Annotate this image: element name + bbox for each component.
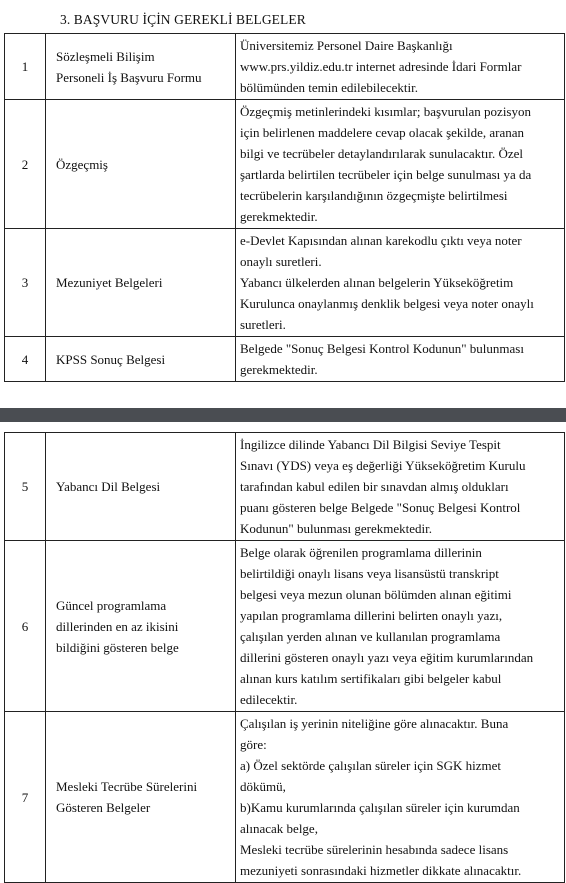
document-name-line: dillerinden en az ikisini — [56, 618, 179, 634]
document-name — [46, 712, 236, 883]
page-separator — [0, 408, 566, 422]
row-number: 6 — [5, 541, 46, 712]
table-row — [5, 337, 565, 382]
document-name-line: Güncel programlama — [56, 597, 167, 613]
description-line: yapılan programlama dillerini belirten onaylı yazı, — [240, 608, 503, 623]
description-line: Özgeçmiş metinlerindeki kısımlar; başvurulan pozisyon — [240, 104, 531, 119]
document-name — [46, 34, 236, 100]
description-line: tarafından kabul edilen bir sınavdan almış oldukları — [240, 479, 509, 494]
row-number: 7 — [5, 712, 46, 883]
table-row — [5, 541, 565, 712]
description-line: Belgede "Sonuç Belgesi Kontrol Kodunun" bulunması — [240, 341, 524, 356]
description-line: belirtildiği onaylı lisans veya lisansüstü transkript — [240, 566, 499, 581]
document-name — [46, 541, 236, 712]
document-name — [46, 100, 236, 229]
description-line: bölümünden temin edilebilecektir. — [240, 80, 418, 95]
document-name-line: Sözleşmeli Bilişim — [56, 48, 155, 64]
document-name-line: bildiğini gösteren belge — [56, 639, 179, 655]
description-line: e-Devlet Kapısından alınan karekodlu çıktı veya noter — [240, 233, 522, 248]
description-line: tecrübelerin karşılandığının özgeçmişte belirtilmesi — [240, 188, 508, 203]
description-line: onaylı suretleri. — [240, 254, 322, 269]
section-title: 3. BAŞVURU İÇİN GEREKLİ BELGELER — [60, 12, 306, 27]
row-number: 2 — [5, 100, 46, 229]
description-line: alınan kurs katılım sertifikaları gibi belgeler kabul — [240, 671, 502, 686]
document-name-line: KPSS Sonuç Belgesi — [56, 351, 166, 367]
description-line: bilgi ve tecrübeler detaylandırılarak sunulacaktır. Özel — [240, 146, 523, 161]
table-body — [5, 34, 565, 382]
document-description — [236, 433, 565, 541]
table-body — [5, 433, 565, 883]
description-line: mezuniyeti sonrasındaki hizmetler dikkate alınacaktır. — [240, 863, 522, 878]
document-name-line: Mesleki Tecrübe Sürelerini — [56, 779, 198, 794]
description-line: şartlarda belirtilen tecrübeler için belge sunulması ya da — [240, 167, 532, 182]
description-line: İngilizce dilinde Yabancı Dil Bilgisi Seviye Tespit — [240, 437, 501, 452]
description-line: puanı gösteren belge Belgede "Sonuç Belgesi Kontrol — [240, 500, 521, 515]
table-row — [5, 34, 565, 100]
document-description — [236, 229, 565, 337]
description-line: çalışılan yerden alınan ve kullanılan programlama — [240, 629, 501, 644]
documents-table-part-2 — [4, 432, 565, 883]
description-line: edilecektir. — [240, 692, 298, 707]
document-description — [236, 337, 565, 382]
row-number: 1 — [5, 34, 46, 100]
description-line: gerekmektedir. — [240, 362, 318, 377]
row-number: 5 — [5, 433, 46, 541]
description-line: Mesleki tecrübe sürelerinin hesabında sadece lisans — [240, 842, 509, 857]
description-line: Belge olarak öğrenilen programlama dillerinin — [240, 545, 482, 560]
description-line: belgesi veya mezun olunan bölümden alınan eğitimi — [240, 587, 512, 602]
description-line: Kurulunca onaylanmış denklik belgesi veya noter onaylı — [240, 296, 534, 311]
description-line: Kodunun" bulunması gerekmektedir. — [240, 521, 432, 536]
description-line: alınacak belge, — [240, 821, 318, 836]
description-line: a) Özel sektörde çalışılan süreler için SGK hizmet — [240, 758, 501, 773]
description-line: göre: — [240, 737, 267, 752]
table-row — [5, 433, 565, 541]
document-name-line: Gösteren Belgeler — [56, 800, 151, 815]
table-row — [5, 229, 565, 337]
document-name-line: Personeli İş Başvuru Formu — [56, 69, 202, 85]
document-description — [236, 541, 565, 712]
document-name-line: Mezuniyet Belgeleri — [56, 275, 163, 290]
document-name — [46, 337, 236, 382]
row-number: 4 — [5, 337, 46, 382]
table-row — [5, 100, 565, 229]
table-row — [5, 712, 565, 883]
document-description — [236, 100, 565, 229]
documents-table-part-1 — [4, 33, 565, 382]
description-line: b)Kamu kurumlarında çalışılan süreler için kurumdan — [240, 800, 520, 815]
description-line: gerekmektedir. — [240, 209, 318, 224]
description-line: dökümü, — [240, 779, 286, 794]
row-number: 3 — [5, 229, 46, 337]
description-line: Çalışılan iş yerinin niteliğine göre alınacaktır. Buna — [240, 716, 509, 731]
description-line: www.prs.yildiz.edu.tr internet adresinde İdari Formlar — [240, 59, 522, 74]
document-name-line: Yabancı Dil Belgesi — [56, 479, 161, 494]
description-line: için belirlenen maddelere cevap olacak şekilde, aranan — [240, 125, 525, 140]
description-line: dillerini gösteren onaylı yazı veya eğitim kurumlarından — [240, 650, 534, 665]
document-name — [46, 433, 236, 541]
description-line: Sınavı (YDS) veya eş değerliği Yükseköğretim Kurulu — [240, 458, 526, 473]
document-description — [236, 712, 565, 883]
description-line: Yabancı ülkelerden alınan belgelerin Yükseköğretim — [240, 275, 514, 290]
document-name — [46, 229, 236, 337]
description-line: Üniversitemiz Personel Daire Başkanlığı — [240, 38, 453, 53]
description-line: suretleri. — [240, 317, 286, 332]
document-name-line: Özgeçmiş — [56, 156, 108, 172]
document-description — [236, 34, 565, 100]
